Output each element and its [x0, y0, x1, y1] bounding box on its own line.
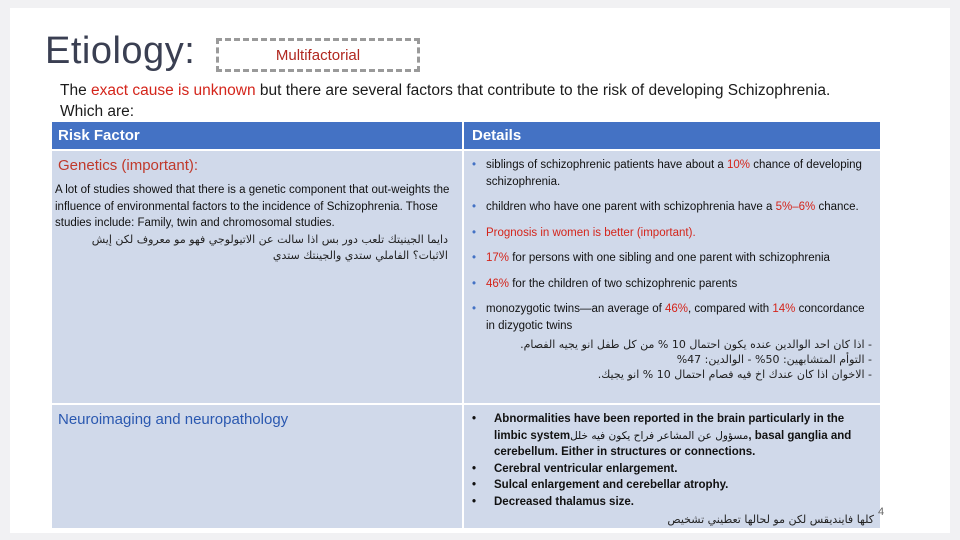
intro-highlight: exact cause is unknown — [91, 82, 256, 99]
details-arabic-notes — [472, 337, 874, 382]
neuro-text: , basal ganglia and cerebellum. Either in structures or connections. — [494, 429, 852, 458]
bullet-icon: • — [472, 226, 477, 239]
detail-highlight: Prognosis in women is better (important). — [486, 226, 696, 239]
multifactorial-tag: Multifactorial — [216, 38, 420, 72]
neuro-text: Abnormalities have been reported in the brain particularly in the limbic system — [494, 413, 845, 442]
detail-highlight: 5%–6% — [775, 201, 816, 213]
detail-item — [472, 301, 874, 334]
genetics-details-cell — [464, 151, 880, 403]
bullet-icon: • — [472, 277, 477, 290]
bullet-icon: • — [472, 303, 477, 315]
detail-item — [472, 276, 874, 293]
detail-text: for the children of two schizophrenic parents — [509, 277, 738, 290]
bullet-icon: • — [472, 201, 477, 213]
detail-text: chance. — [815, 201, 859, 213]
detail-text: chance of developing schizophrenia. — [486, 159, 862, 188]
neuro-cell — [52, 405, 462, 528]
detail-item — [472, 157, 874, 190]
genetics-title-note: (important): — [121, 157, 199, 174]
detail-highlight: 46% — [664, 303, 689, 315]
neuro-text: Decreased thalamus size. — [494, 495, 634, 508]
bullet-icon: • — [472, 159, 477, 171]
genetics-cell — [52, 151, 462, 403]
neuro-title: Neuroimaging and neuropathology — [58, 411, 289, 428]
detail-highlight: 17% — [486, 252, 510, 264]
neuro-item — [472, 477, 874, 494]
genetics-arabic-note: دايما الجينيتك تلعب دور بس اذا سالت عن الاتيولوجي فهو مو معروف لكن إيش الاثبات؟ الفاملي ستدي والجينتك ستدي — [91, 232, 448, 262]
arabic-note-line: - التوأم المتشابهين: 50% - الوالدين: 47% — [676, 353, 872, 366]
arabic-note-line: - اذا كان احد الوالدين عنده يكون احتمال 10 % من كل طفل انو يجيه الفصام. — [520, 338, 872, 351]
genetics-title-main: Genetics — [58, 157, 122, 174]
bullet-icon: • — [472, 495, 477, 508]
header-details: Details — [464, 122, 880, 149]
detail-highlight: 46% — [486, 277, 510, 290]
bullet-icon: • — [472, 462, 477, 475]
genetics-text: A lot of studies showed that there is a genetic component that out-weights the influence of environmental factors to the incidence of Schizophrenia. Those studies include: Family, twin and chromosomal studies. — [55, 184, 450, 229]
intro-before: The — [60, 82, 92, 99]
genetics-title — [58, 157, 462, 174]
neuro-arabic-inline: مسؤول عن المشاعر فراح يكون فيه خلل — [570, 429, 749, 442]
detail-text: monozygotic twins—an average of — [486, 303, 665, 315]
detail-text: concordance in dizygotic twins — [486, 303, 865, 332]
neuro-details-cell — [464, 405, 880, 528]
risk-factor-table — [52, 122, 880, 528]
detail-text: children who have one parent with schizophrenia have a — [486, 201, 776, 213]
neuro-item — [472, 494, 874, 511]
page-number: 4 — [878, 506, 885, 518]
header-risk-factor: Risk Factor — [52, 122, 462, 149]
neuro-text: Sulcal enlargement and cerebellar atrophy. — [494, 479, 729, 491]
neuro-item — [472, 411, 874, 461]
bullet-icon: • — [472, 413, 477, 425]
detail-text: siblings of schizophrenic patients have about a — [486, 159, 728, 171]
bullet-icon: • — [472, 252, 477, 264]
detail-highlight: 14% — [772, 303, 796, 315]
bullet-icon: • — [472, 479, 477, 491]
neuro-text: Cerebral ventricular enlargement. — [494, 462, 678, 475]
detail-text: , compared with — [688, 303, 773, 315]
arabic-note-line: - الاخوان اذا كان عندك اخ فيه فصام احتمال 10 % انو يجيك. — [597, 368, 872, 381]
neuro-arabic-note: كلها فاينديقس لكن مو لحالها تعطيني تشخيص — [667, 513, 874, 526]
detail-highlight: 10% — [727, 159, 751, 171]
intro-after: but there are several factors that contribute to the risk of developing Schizophrenia. Which are: — [60, 82, 831, 120]
slide-title: Etiology: — [45, 30, 196, 72]
neuro-item — [472, 461, 874, 478]
detail-item — [472, 199, 874, 216]
detail-item — [472, 225, 874, 242]
detail-item — [472, 250, 874, 267]
intro-text — [60, 80, 860, 122]
detail-text: for persons with one sibling and one parent with schizophrenia — [509, 252, 830, 264]
